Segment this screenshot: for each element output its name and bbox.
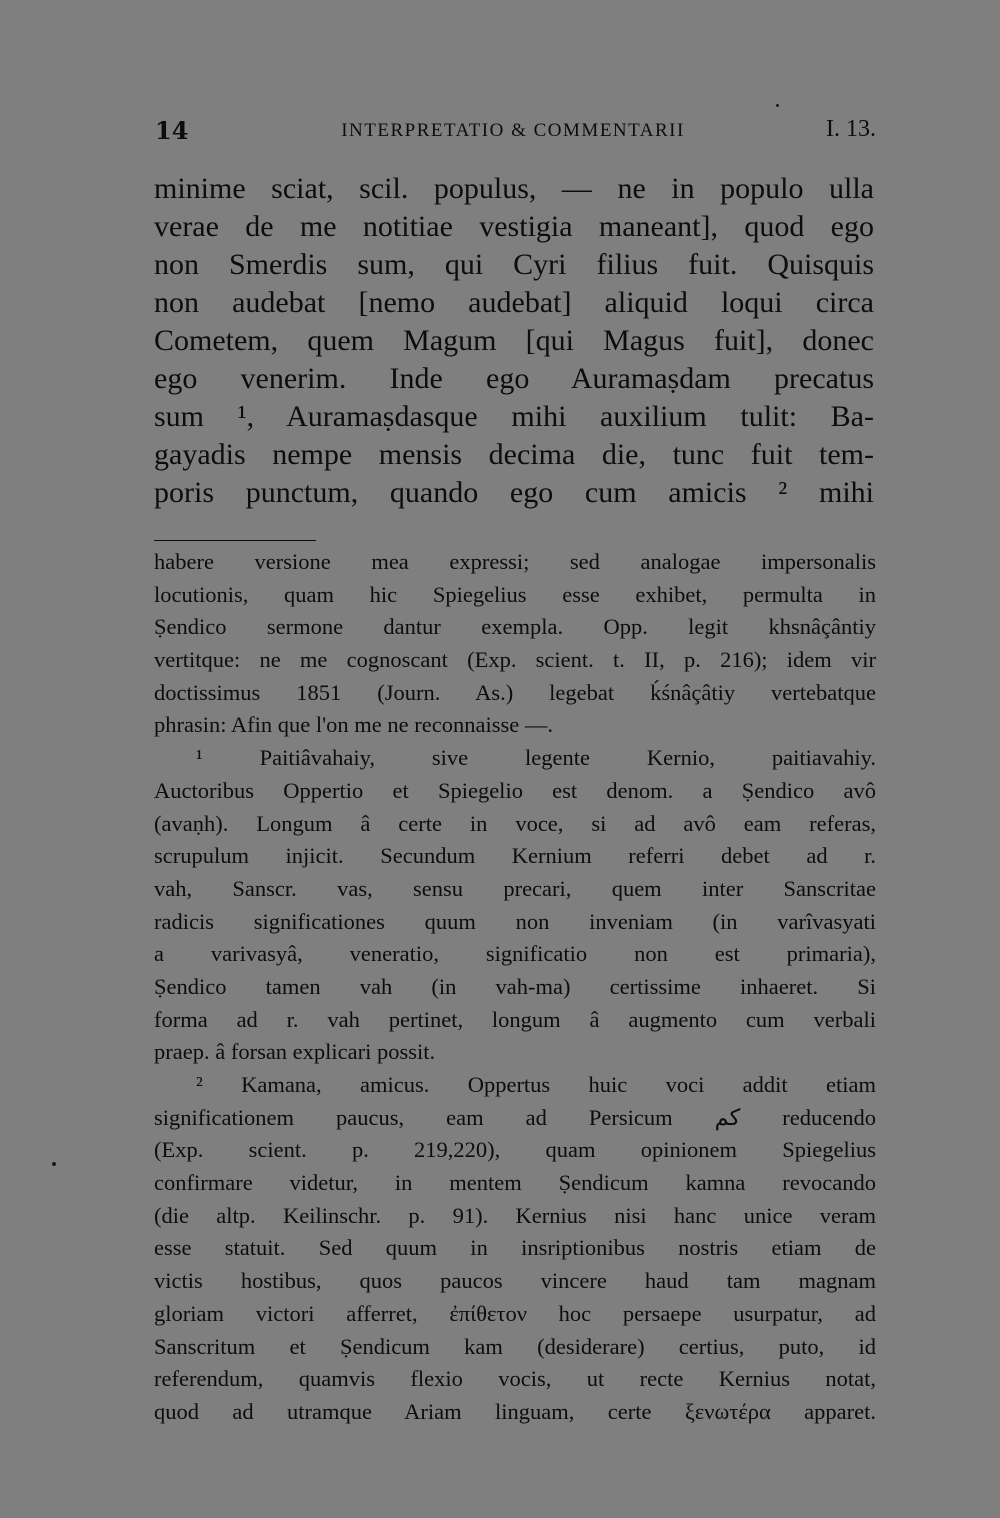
main-text-line: poris punctum, quando ego cum amicis ² mihi xyxy=(154,476,874,509)
running-title: INTERPRETATIO & COMMENTARII xyxy=(341,120,685,141)
footnote-line: significationem paucus, eam ad Persicum کم reducendo xyxy=(154,1104,876,1130)
footnote-line: vertitque: ne me cognoscant (Exp. scient. t. II, p. 216); idem vir xyxy=(154,647,876,673)
footnote-line: radicis significationes quum non inveniam (in varîvasyati xyxy=(154,908,876,934)
footnote-1-line: ¹ Paitiâvahaiy, sive legente Kernio, paitiavahiy. xyxy=(196,745,876,771)
footnote-line: Sanscritum et Ṣendicum kam (desiderare) certius, puto, id xyxy=(154,1333,876,1359)
running-header xyxy=(150,116,876,148)
footnote-divider xyxy=(154,540,316,541)
page-number: 14 xyxy=(155,116,189,145)
footnote-line: praep. â forsan explicari possit. xyxy=(154,1039,436,1065)
footnote-line: phrasin: Afin que l'on me ne reconnaisse —. xyxy=(154,712,553,738)
footnote-line: (avaṇh). Longum â certe in voce, si ad avô eam referas, xyxy=(154,810,876,836)
main-text-line: minime sciat, scil. populus, — ne in populo ulla xyxy=(154,172,874,205)
footnote-line: Auctoribus Oppertio et Spiegelio est denom. a Ṣendico avô xyxy=(154,777,876,803)
footnote-line: scrupulum injicit. Secundum Kernium referri debet ad r. xyxy=(154,843,876,869)
section-number: I. 13. xyxy=(826,116,876,142)
footnote-line: (Exp. scient. p. 219,220), quam opinionem Spiegelius xyxy=(154,1137,876,1163)
footnote-line: doctissimus 1851 (Journ. As.) legebat ḱśnâçâtiy vertebatque xyxy=(154,679,876,705)
scan-speck xyxy=(776,104,779,107)
main-text-line: sum ¹, Auramaṣdasque mihi auxilium tulit: Ba- xyxy=(154,400,874,433)
main-text-line: verae de me notitiae vestigia maneant], quod ego xyxy=(154,210,874,243)
footnote-line: habere versione mea expressi; sed analogae impersonalis xyxy=(154,549,876,574)
footnote-line: a varivasyâ, veneratio, significatio non est primaria), xyxy=(154,941,876,967)
main-text-line: gayadis nempe mensis decima die, tunc fuit tem- xyxy=(154,438,874,471)
footnote-line: Ṣendico sermone dantur exempla. Opp. legit khsnâçântiy xyxy=(154,614,876,640)
footnote-line: Ṣendico tamen vah (in vah-ma) certissime inhaeret. Si xyxy=(154,973,876,999)
main-text-line: non audebat [nemo audebat] aliquid loqui circa xyxy=(154,286,874,319)
footnote-line: gloriam victori afferret, ἐπίθετον hoc persaepe usurpatur, ad xyxy=(154,1300,876,1326)
main-text-line: non Smerdis sum, qui Cyri filius fuit. Quisquis xyxy=(154,248,874,281)
footnotes xyxy=(154,546,876,1429)
footnote-line: esse statuit. Sed quum in insriptionibus nostris etiam de xyxy=(154,1235,876,1261)
footnote-line: vah, Sanscr. vas, sensu precari, quem inter Sanscritae xyxy=(154,875,876,901)
footnote-line: forma ad r. vah pertinet, longum â augmento cum verbali xyxy=(154,1006,876,1032)
footnote-line: locutionis, quam hic Spiegelius esse exhibet, permulta in xyxy=(154,581,876,607)
footnote-line: referendum, quamvis flexio vocis, ut recte Kernius notat, xyxy=(154,1366,876,1392)
book-page xyxy=(150,0,876,1518)
footnote-line: victis hostibus, quos paucos vincere haud tam magnam xyxy=(154,1268,876,1294)
main-text-line: Cometem, quem Magum [qui Magus fuit], donec xyxy=(154,324,874,357)
footnote-line: (die altp. Keilinschr. p. 91). Kernius nisi hanc unice veram xyxy=(154,1202,876,1228)
main-text-line: ego venerim. Inde ego Auramaṣdam precatus xyxy=(154,362,874,395)
footnote-line: confirmare videtur, in mentem Ṣendicum kamna revocando xyxy=(154,1170,876,1196)
footnote-line: quod ad utramque Ariam linguam, certe ξενωτέρα apparet. xyxy=(154,1398,876,1424)
main-text xyxy=(154,170,874,512)
footnote-2-line: ² Kamana, amicus. Oppertus huic voci addit etiam xyxy=(196,1072,876,1097)
scan-speck xyxy=(52,1162,56,1166)
